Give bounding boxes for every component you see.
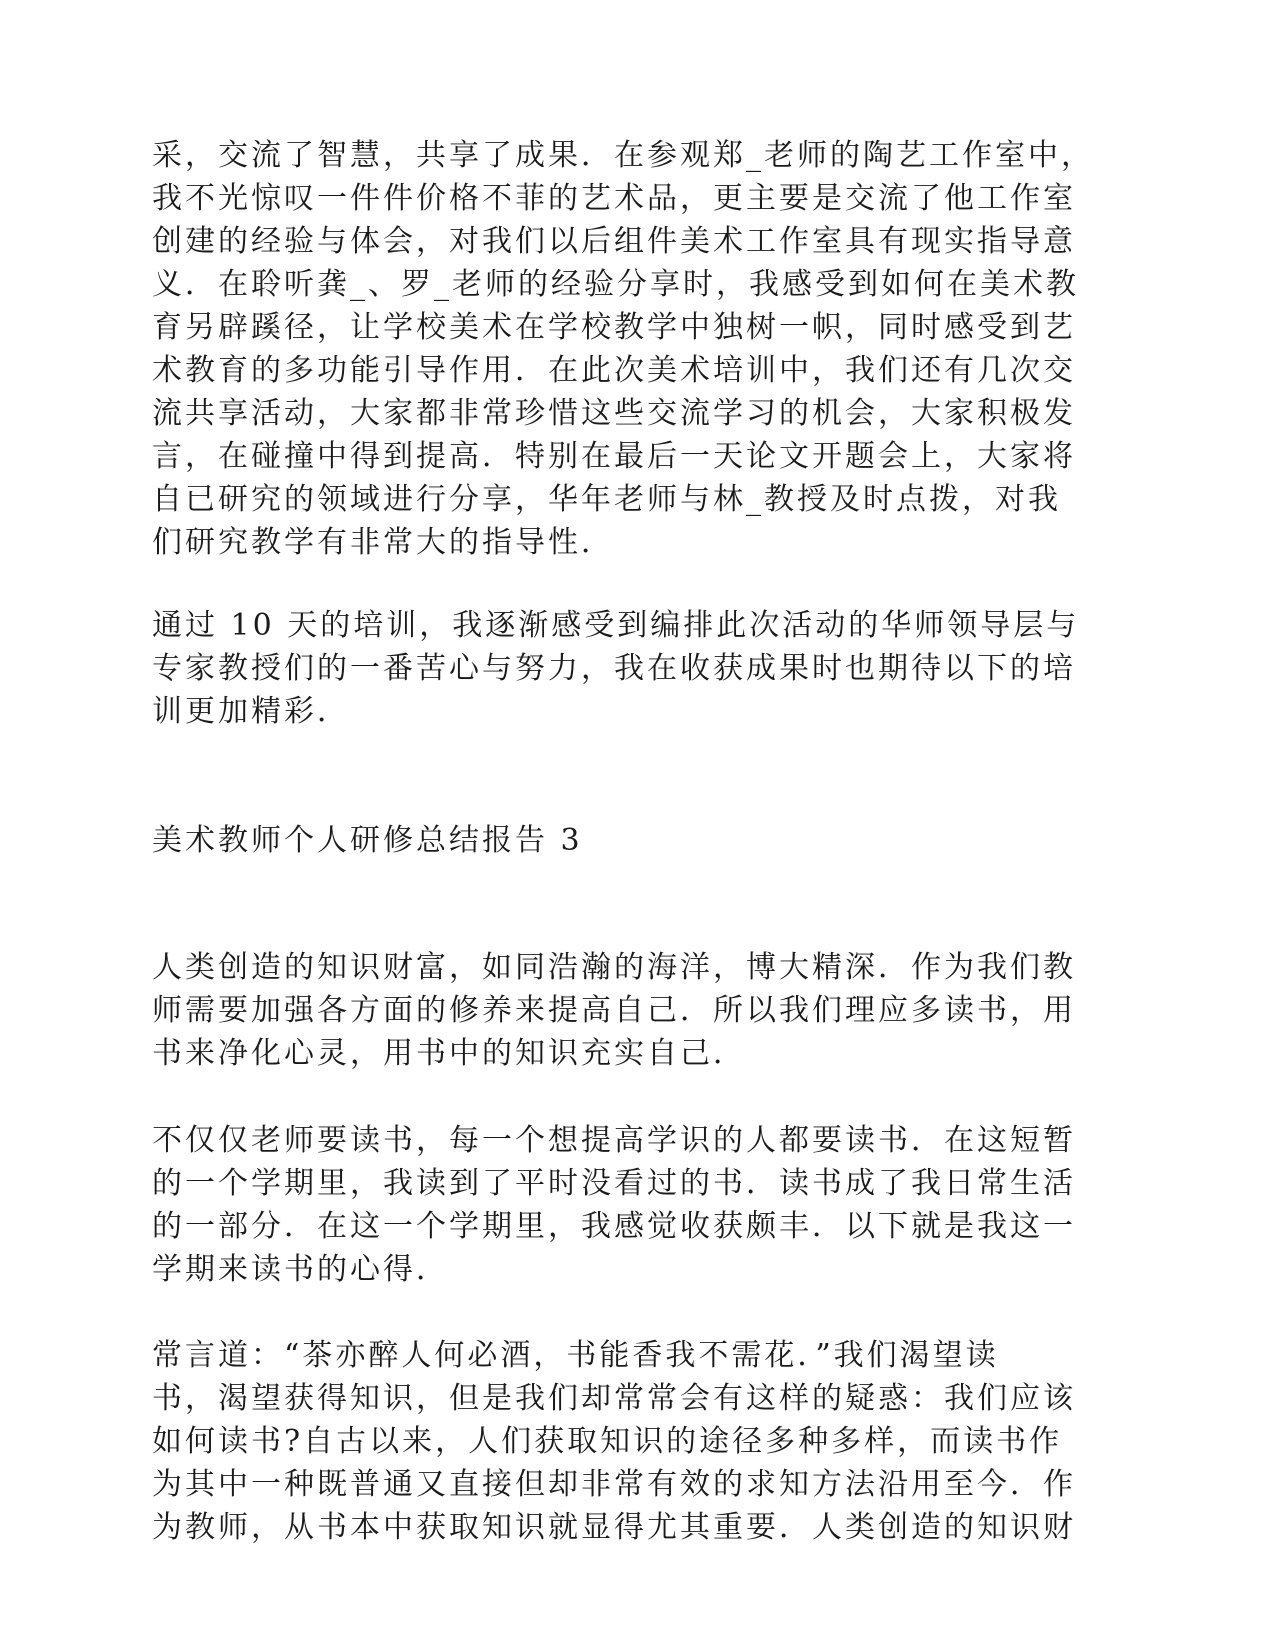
text-line: 师需要加强各方面的修养来提高自己．所以我们理应多读书，用 xyxy=(152,993,1076,1028)
text-line: 通过 10 天的培训，我逐渐感受到编排此次活动的华师领导层与 xyxy=(152,608,1080,643)
paragraph-reading-semester xyxy=(152,1119,1076,1291)
text-line: 如何读书?自古以来，人们获取知识的途径多种多样，而读书作 xyxy=(152,1424,1063,1459)
text-line: 的一个学期里，我读到了平时没看过的书．读书成了我日常生活 xyxy=(152,1166,1076,1201)
paragraph-knowledge-wealth xyxy=(152,946,1076,1075)
text-line: 育另辟蹊径，让学校美术在学校教学中独树一帜，同时感受到艺 xyxy=(152,310,1076,345)
heading-text: 美术教师个人研修总结报告 3 xyxy=(152,823,583,858)
paragraph-training-exchange xyxy=(152,134,1094,564)
text-line: 自已研究的领域进行分享，华年老师与林_教授及时点拨，对我 xyxy=(152,482,1061,517)
text-line: 采，交流了智慧，共享了成果．在参观郑_老师的陶艺工作室中， xyxy=(152,138,1094,173)
text-line: 不仅仅老师要读书，每一个想提高学识的人都要读书．在这短暂 xyxy=(152,1123,1076,1158)
section-heading xyxy=(152,819,583,862)
text-line: 创建的经验与体会，对我们以后组件美术工作室具有现实指导意 xyxy=(152,224,1076,259)
text-line: 义．在聆听龚_、罗_老师的经验分享时，我感受到如何在美术教 xyxy=(152,267,1079,302)
text-line: 术教育的多功能引导作用．在此次美术培训中，我们还有几次交 xyxy=(152,353,1076,388)
text-line: 我不光惊叹一件件价格不菲的艺术品，更主要是交流了他工作室 xyxy=(152,181,1076,216)
text-line: 们研究教学有非常大的指导性． xyxy=(152,525,614,560)
text-line: 为教师，从书本中获取知识就显得尤其重要．人类创造的知识财 xyxy=(152,1510,1076,1545)
text-line: 书，渴望获得知识，但是我们却常常会有这样的疑惑：我们应该 xyxy=(152,1381,1076,1416)
text-line: 人类创造的知识财富，如同浩瀚的海洋，博大精深．作为我们教 xyxy=(152,950,1076,985)
paragraph-training-conclusion xyxy=(152,604,1079,733)
text-line: 流共享活动，大家都非常珍惜这些交流学习的机会，大家积极发 xyxy=(152,396,1076,431)
text-line: 为其中一种既普通又直接但却非常有效的求知方法沿用至今．作 xyxy=(152,1467,1076,1502)
text-line: 书来净化心灵，用书中的知识充实自己． xyxy=(152,1036,746,1071)
text-line: 专家教授们的一番苦心与努力，我在收获成果时也期待以下的培 xyxy=(152,651,1076,686)
text-line: 言，在碰撞中得到提高．特别在最后一天论文开题会上，大家将 xyxy=(152,439,1076,474)
text-line: 学期来读书的心得． xyxy=(152,1252,449,1287)
text-line: 训更加精彩． xyxy=(152,694,350,729)
text-line: 常言道：“茶亦醉人何必酒，书能香我不需花．”我们渴望读 xyxy=(152,1338,999,1373)
paragraph-reading-method xyxy=(152,1334,1076,1549)
text-line: 的一部分．在这一个学期里，我感觉收获颇丰．以下就是我这一 xyxy=(152,1209,1076,1244)
